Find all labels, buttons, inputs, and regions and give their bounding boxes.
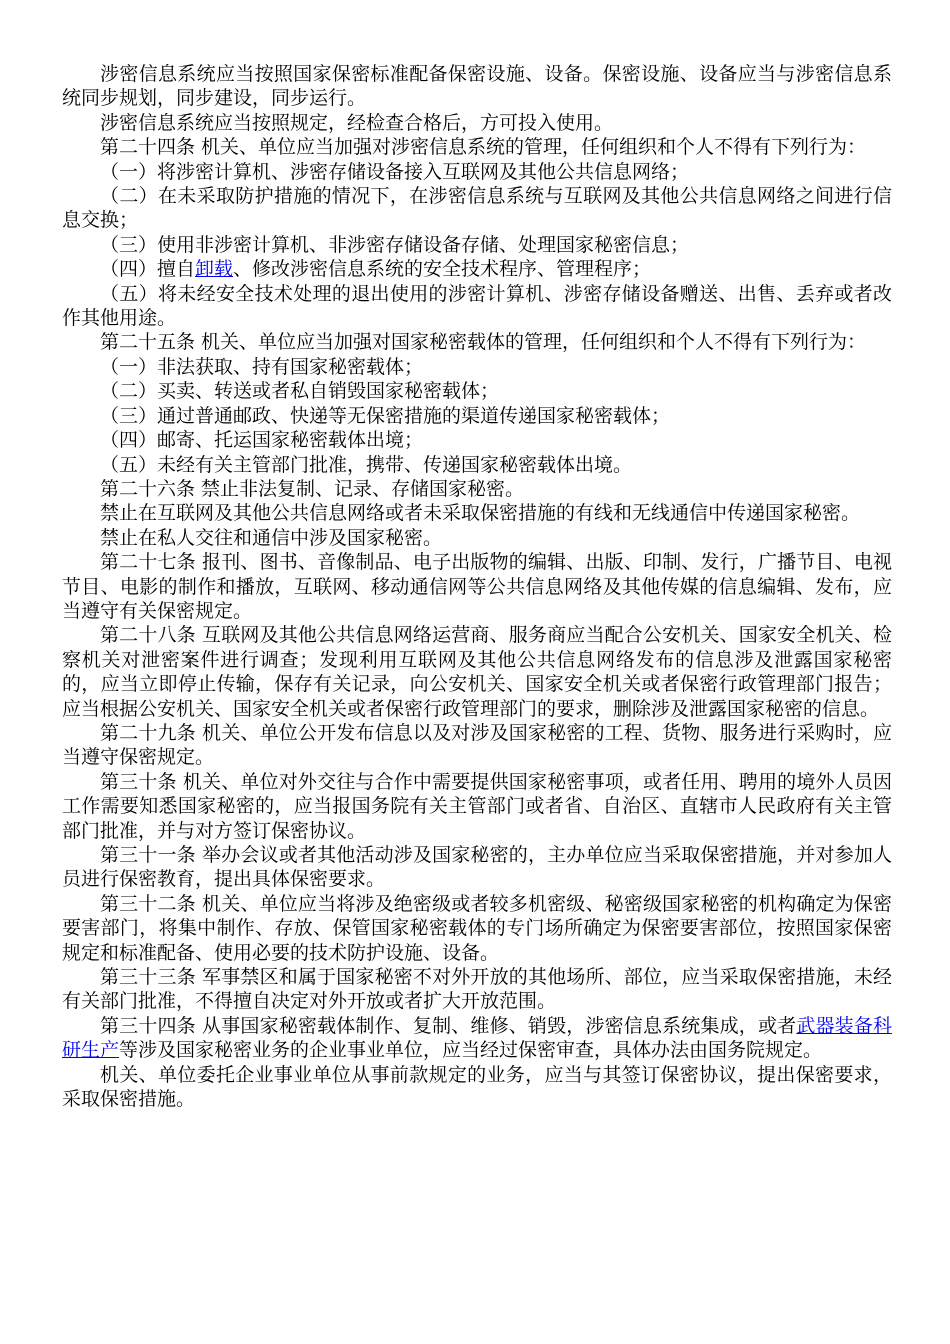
list-item: （五）将未经安全技术处理的退出使用的涉密计算机、涉密存储设备赠送、出售、丢弃或者改作其他用途。 xyxy=(62,282,892,330)
article-25-heading: 第二十五条 机关、单位应当加强对国家秘密载体的管理，任何组织和个人不得有下列行为： xyxy=(100,331,867,354)
article-34-text: 第三十四条 从事国家秘密载体制作、复制、维修、销毁，涉密信息系统集成，或者 xyxy=(100,1014,797,1037)
article-30: 第三十条 机关、单位对外交往与合作中需要提供国家秘密事项，或者任用、聘用的境外人员因工作需要知悉国家秘密的，应当报国务院有关主管部门或者省、自治区、直辖市人民政府有关主管部门批准，并与对方签订保密协议。 xyxy=(62,770,892,842)
list-item: （五）未经有关主管部门批准，携带、传递国家秘密载体出境。 xyxy=(100,453,633,476)
list-item xyxy=(62,257,892,281)
list-item: （一）将涉密计算机、涉密存储设备接入互联网及其他公共信息网络； xyxy=(100,160,690,183)
article-34 xyxy=(62,1014,892,1063)
article-33: 第三十三条 军事禁区和属于国家秘密不对外开放的其他场所、部位，应当采取保密措施，未经有关部门批准，不得擅自决定对外开放或者扩大开放范围。 xyxy=(62,966,892,1013)
paragraph: 涉密信息系统应当按照规定，经检查合格后，方可投入使用。 xyxy=(100,111,614,134)
article-26-heading: 第二十六条 禁止非法复制、记录、存储国家秘密。 xyxy=(100,477,525,500)
article-28: 第二十八条 互联网及其他公共信息网络运营商、服务商应当配合公安机关、国家安全机关、检察机关对泄密案件进行调查；发现利用互联网及其他公共信息网络发布的信息涉及泄露国家秘密的，应当立即停止传输，保存有关记录，向公安机关、国家安全机关或者保密行政管理部门报告；应当根据公安机关、国家安全机关或者保密行政管理部门的要求，删除涉及泄露国家秘密的信息。 xyxy=(62,624,892,720)
list-item: （三）使用非涉密计算机、非涉密存储设备存储、处理国家秘密信息； xyxy=(100,233,690,256)
list-item-text: 、修改涉密信息系统的安全技术程序、管理程序； xyxy=(233,258,652,281)
list-item: （三）通过普通邮政、快递等无保密措施的渠道传递国家秘密载体； xyxy=(100,404,671,427)
paragraph: 禁止在互联网及其他公共信息网络或者未采取保密措施的有线和无线通信中传递国家秘密。 xyxy=(100,502,861,525)
list-item: （二）在未采取防护措施的情况下，在涉密信息系统与互联网及其他公共信息网络之间进行信息交换； xyxy=(62,185,892,232)
uninstall-link[interactable]: 卸载 xyxy=(195,258,234,281)
article-29: 第二十九条 机关、单位公开发布信息以及对涉及国家秘密的工程、货物、服务进行采购时，应当遵守保密规定。 xyxy=(62,721,892,769)
article-31: 第三十一条 举办会议或者其他活动涉及国家秘密的，主办单位应当采取保密措施，并对参加人员进行保密教育，提出具体保密要求。 xyxy=(62,844,892,891)
article-32: 第三十二条 机关、单位应当将涉及绝密级或者较多机密级、秘密级国家秘密的机构确定为保密要害部门，将集中制作、存放、保管国家秘密载体的专门场所确定为保密要害部位，按照国家保密规定和标准配备、使用必要的技术防护设施、设备。 xyxy=(62,892,892,964)
article-24-heading: 第二十四条 机关、单位应当加强对涉密信息系统的管理，任何组织和个人不得有下列行为： xyxy=(100,136,867,159)
weapons-research-link[interactable]: 武器装备科研生产 xyxy=(62,1014,892,1062)
article-27: 第二十七条 报刊、图书、音像制品、电子出版物的编辑、出版、印制、发行，广播节目、电视节目、电影的制作和播放，互联网、移动通信网等公共信息网络及其他传媒的信息编辑、发布，应当遵守有关保密规定。 xyxy=(62,551,892,622)
list-item: （四）邮寄、托运国家秘密载体出境； xyxy=(100,429,424,452)
list-item: （一）非法获取、持有国家秘密载体； xyxy=(100,355,424,378)
article-34-text: 等涉及国家秘密业务的企业事业单位，应当经过保密审查，具体办法由国务院规定。 xyxy=(119,1039,823,1062)
paragraph: 机关、单位委托企业事业单位从事前款规定的业务，应当与其签订保密协议，提出保密要求，采取保密措施。 xyxy=(62,1063,892,1111)
paragraph: 涉密信息系统应当按照国家保密标准配备保密设施、设备。保密设施、设备应当与涉密信息系统同步规划，同步建设，同步运行。 xyxy=(62,63,892,110)
list-item: （二）买卖、转送或者私自销毁国家秘密载体； xyxy=(100,380,500,403)
paragraph: 禁止在私人交往和通信中涉及国家秘密。 xyxy=(100,526,443,549)
list-item-text: （四）擅自 xyxy=(100,258,196,281)
document-body xyxy=(62,62,892,1111)
